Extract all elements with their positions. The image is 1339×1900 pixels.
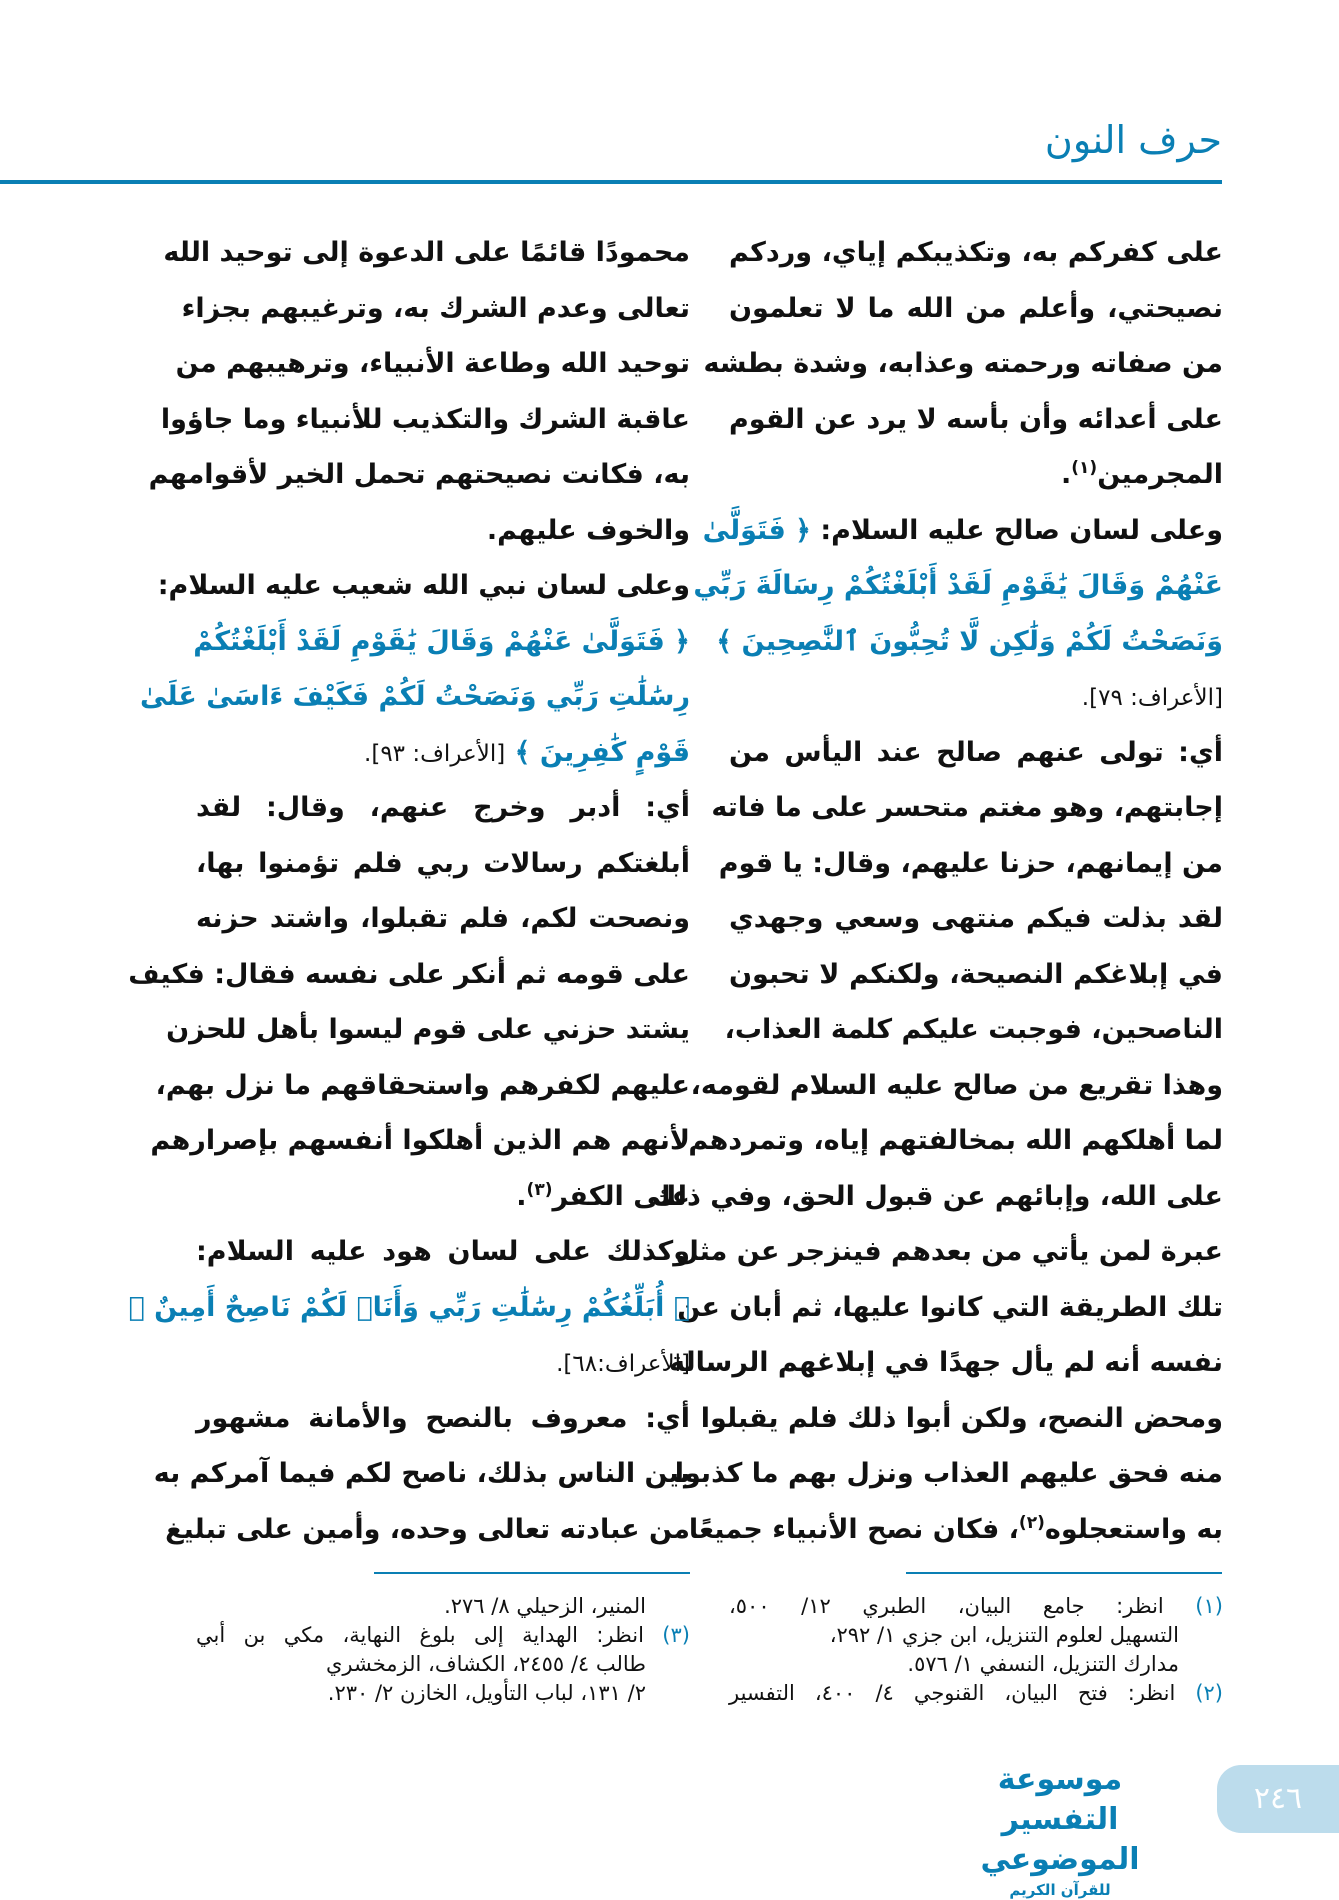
page-number: ٢٤٦ [1217,1765,1339,1833]
encyclopedia-logo [935,1760,1185,1900]
text: . [516,1180,527,1212]
text-line [165,1502,690,1558]
text: انظر: الهداية إلى بلوغ النهاية، مكي بن أبي [196,1623,644,1647]
text: وهذا تقريع من صالح عليه السلام لقومه، [690,1069,1223,1101]
text: على الله، وإبائهم عن قبول الحق، وفي ذلك [651,1180,1223,1212]
quran-verse: ﴿ فَتَوَلَّىٰ عَنْهُمْ وَقَالَ يَٰقَوْمِ لَقَدْ أَبْلَغْتُكُمْ [193,625,690,657]
text: على أعدائه وأن بأسه لا يرد عن القوم [729,403,1223,435]
text-line [196,1169,690,1225]
text-line [181,281,690,337]
text: إجابتهم، وهو مغتم متحسر على ما فاته [711,792,1223,823]
text-line [690,1058,1223,1114]
text-line [729,947,1223,1003]
text: ٢/ ١٣١، لباب التأويل، الخازن ٢/ ٢٣٠. [327,1681,646,1705]
text-line [729,891,1223,947]
text-line [166,1002,690,1058]
quran-verse: ﴿ فَتَوَلَّىٰ [702,514,811,546]
text: أي: تولى عنهم صالح عند اليأس من [729,736,1223,768]
text: بين الناس بذلك، ناصح لكم فيما آمركم به [153,1458,690,1489]
text: المنير، الزحيلي ٨/ ٢٧٦. [444,1594,646,1618]
text-line [651,1169,1223,1225]
text: يشتد حزني على قوم ليسوا بأهل للحزن [166,1014,690,1045]
text-line [175,336,690,392]
text: في إبلاغكم النصيحة، ولكنكم لا تحبون [729,958,1223,990]
text: أي: أدبر وخرج عنهم، وقال: لقد [196,792,690,823]
text-line [724,1002,1223,1058]
footnote-number: (٢) [1175,1681,1223,1705]
header-rule [0,180,1222,184]
text: على قومه ثم أنكر على نفسه فقال: فكيف [128,958,690,990]
text-line [196,836,690,892]
text: طالب ٤/ ٢٤٥٥، الكشاف، الزمخشري [325,1652,646,1676]
logo-subtitle: للقرآن الكريم [1009,1881,1111,1899]
text-line [729,725,1223,781]
text: من صفاته ورحمته وعذابه، وشدة بطشه [703,348,1223,379]
text-line [160,392,690,448]
text: وعلى لسان نبي الله شعيب عليه السلام: [157,570,690,601]
text-line [729,447,1223,503]
text-line [693,558,1223,614]
text-line [718,836,1223,892]
text-line [153,1446,690,1502]
text-line [196,891,690,947]
chapter-title: حرف النون [1044,118,1222,162]
footnote-line [196,1679,690,1708]
text: ، فكان نصح الأنبياء جميعًا [688,1513,1019,1545]
text: لما أهلكهم الله بمخالفتهم إياه، وتمردهم [688,1125,1223,1156]
text-line [128,947,690,1003]
text: الناصحين، فوجبت عليكم كلمة العذاب، [724,1014,1223,1045]
footnote-line [196,1592,690,1621]
footnote-line [729,1621,1223,1650]
text-line [196,725,690,781]
text-line [128,1280,690,1336]
footnote-line [196,1650,690,1679]
footnote-marker: (٣) [526,1179,553,1200]
footnote-separator-left [374,1572,690,1574]
text: . [1060,459,1072,490]
text: من إيمانهم، حزنا عليهم، وقال: يا قوم [718,847,1223,879]
footnote-number: (١) [1163,1594,1223,1618]
text: التسهيل لعلوم التنزيل، ابن جزي ١/ ٢٩٢، [829,1623,1179,1647]
text-line [163,225,690,281]
text: عليهم لكفرهم واستحقاقهم ما نزل بهم، [155,1069,690,1101]
text: على الكفر [552,1180,690,1212]
text: منه فحق عليهم العذاب ونزل بهم ما كذبوا [674,1458,1223,1489]
text: ومحض النصح، ولكن أبوا ذلك فلم يقبلوا [700,1402,1223,1434]
text-line [677,1280,1223,1336]
text: نصيحتي، وأعلم من الله ما لا تعلمون [729,292,1223,324]
text: تعالى وعدم الشرك به، وترغيبهم بجزاء [181,292,690,324]
text-line [729,392,1223,448]
text-line [702,503,1223,559]
quran-verse: عَنْهُمْ وَقَالَ يَٰقَوْمِ لَقَدْ أَبْلَغْتُكُمْ رِسَالَةَ رَبِّي [693,570,1223,601]
left-column [128,225,690,1557]
text: توحيد الله وطاعة الأنبياء، وترهيبهم من [175,348,690,379]
verse-reference: [الأعراف:٦٨]. [556,1351,690,1377]
quran-verse: وَنَصَحْتُ لَكُمْ وَلَٰكِن لَّا تُحِبُّونَ ٱلنَّٰصِحِينَ ﴾ [716,625,1223,657]
text: أي: معروف بالنصح والأمانة مشهور [196,1402,690,1434]
footnote-line [729,1592,1223,1621]
footnotes-right [729,1592,1223,1708]
text-line [193,614,690,670]
text-line [716,614,1223,670]
text: وعلى لسان صالح عليه السلام: [810,514,1223,546]
text-line [688,1113,1223,1169]
text: المجرمين [1097,459,1223,490]
text: عبرة لمن يأتي من بعدهم فينزجر عن مثل [675,1236,1223,1267]
text: انظر: جامع البيان، الطبري ١٢/ ٥٠٠، [729,1594,1164,1618]
text-line [729,281,1223,337]
text-line [155,1058,690,1114]
footnote-line [729,1650,1223,1679]
text: مدارك التنزيل، النسفي ١/ ٥٧٦. [907,1652,1179,1676]
quran-verse: قَوْمٍ كَٰفِرِينَ ﴾ [505,736,690,768]
logo-title: موسوعة التفسير الموضوعي [980,1762,1140,1877]
text-line [688,1502,1223,1558]
text-line [196,1224,690,1280]
verse-reference: [الأعراف: ٧٩]. [1081,685,1223,711]
text: أبلغتكم رسالات ربي فلم تؤمنوا بها، [196,847,690,879]
text: وكذلك على لسان هود عليه السلام: [196,1236,690,1267]
text-line [196,1391,690,1447]
text: عاقبة الشرك والتكذيب للأنبياء وما جاؤوا [160,403,690,435]
text: ونصحت لكم، فلم تقبلوا، واشتد حزنه [196,903,690,934]
text-line [711,780,1223,836]
text-line [729,669,1223,725]
footnote-line [729,1679,1223,1708]
footnotes-left [196,1592,690,1708]
text: تلك الطريقة التي كانوا عليها، ثم أبان عن [677,1291,1223,1323]
text-line [196,503,690,559]
text: لقد بذلت فيكم منتهى وسعي وجهدي [729,903,1223,934]
text-line [703,336,1223,392]
text: به واستعجلوه [1044,1513,1223,1545]
text-line [729,225,1223,281]
footnote-marker: (١) [1071,458,1098,478]
text-line [157,558,690,614]
right-column [651,225,1223,1557]
text: على كفركم به، وتكذيبكم إياي، وردكم [729,237,1223,268]
text-line [140,669,690,725]
text-line [669,1335,1223,1391]
text-line [700,1391,1223,1447]
text: محمودًا قائمًا على الدعوة إلى توحيد الله [163,237,690,268]
text: به، فكانت نصيحتهم تحمل الخير لأقوامهم [148,459,690,490]
quran-verse: ﴿ أُبَلِّغُكُمْ رِسَٰلَٰتِ رَبِّي وَأَنَا۠ لَكُمْ نَاصِحٌ أَمِينٌ ﴾ [128,1291,690,1323]
footnote-line [196,1621,690,1650]
text-line [148,447,690,503]
text-line [674,1446,1223,1502]
verse-reference: [الأعراف: ٩٣]. [364,740,506,767]
footnote-number: (٣) [643,1623,690,1647]
text-line [196,780,690,836]
text-line [196,1335,690,1391]
text: والخوف عليهم. [486,514,690,546]
text-line [675,1224,1223,1280]
text: لأنهم هم الذين أهلكوا أنفسهم بإصرارهم [150,1125,690,1156]
text: انظر: فتح البيان، القنوجي ٤/ ٤٠٠، التفسير [729,1681,1176,1705]
footnote-marker: (٢) [1018,1512,1045,1533]
text: نفسه أنه لم يأل جهدًا في إبلاغهم الرسالة [669,1347,1223,1378]
text: من عبادته تعالى وحده، وأمين على تبليغ [165,1513,690,1545]
text-line [150,1113,690,1169]
quran-verse: رِسَٰلَٰتِ رَبِّي وَنَصَحْتُ لَكُمْ فَكَيْفَ ءَاسَىٰ عَلَىٰ [140,681,690,712]
footnote-separator-right [906,1572,1222,1574]
